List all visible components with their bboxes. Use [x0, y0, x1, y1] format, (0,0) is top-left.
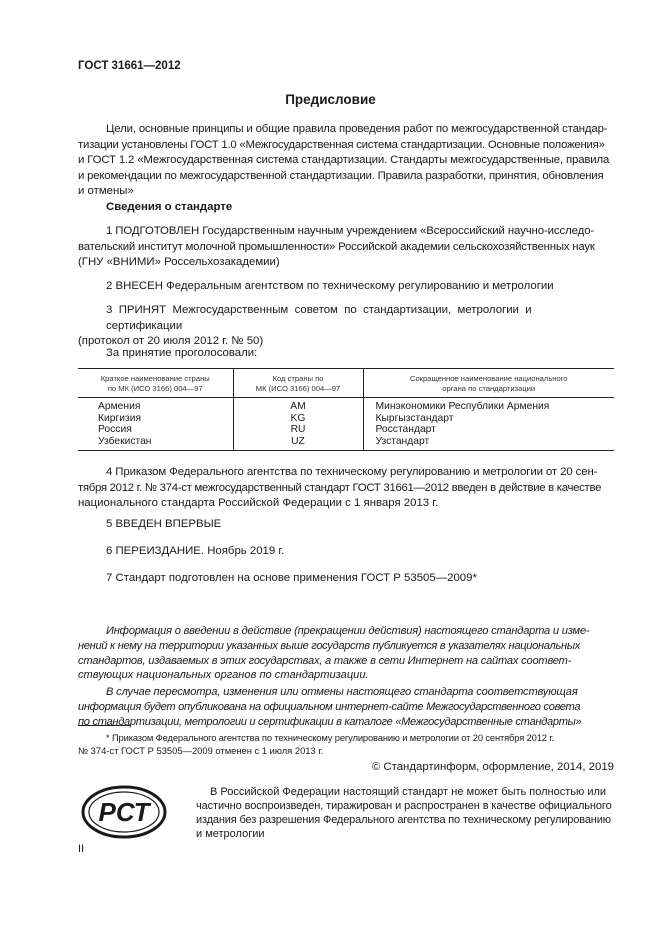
item-1-line: 1 ПОДГОТОВЛЕН Государственным научным учреждением «Всероссийский научно-исследо-	[106, 225, 595, 237]
country-cell: Россия	[98, 424, 132, 435]
code-cell: AM	[233, 398, 363, 413]
info-block	[78, 624, 614, 730]
info-line: ствующих национальных органов по стандартизации.	[78, 669, 369, 682]
column-header-code: Код страны по МК (ИСО 3166) 004—97	[233, 369, 363, 398]
table-header-row	[78, 369, 614, 398]
intro-paragraph	[78, 122, 614, 200]
intro-line: Цели, основные принципы и общие правила проведения работ по межгосударственной стандар-	[106, 123, 608, 135]
item-1-line: вательский институт молочной промышленности» Российской академии сельскохозяйственных наук	[78, 240, 595, 253]
table-row	[78, 424, 614, 436]
organ-cell: Росстандарт	[363, 424, 614, 436]
section-heading: Сведения о стандарте	[106, 201, 233, 213]
item-3	[78, 303, 614, 350]
page-title: Предисловие	[285, 92, 376, 107]
country-cell: Киргизия	[98, 412, 142, 424]
item-7: 7 Стандарт подготовлен на основе применения ГОСТ Р 53505—2009*	[106, 572, 477, 584]
footnote-line: * Приказом Федерального агентства по техническому регулированию и метрологии от 20 сентября 2012 г.	[106, 732, 554, 743]
code-cell: RU	[233, 424, 363, 436]
info-line: по стандартизации, метрологии и сертификации в каталоге «Межгосударственные стандарты»	[78, 715, 582, 728]
item-4-line: тября 2012 г. № 374-ст межгосударственный стандарт ГОСТ 31661—2012 введен в действие в качестве	[78, 481, 602, 494]
intro-line: тизации установлены ГОСТ 1.0 «Межгосударственная система стандартизации. Основные положения»	[78, 138, 605, 151]
voting-table	[78, 368, 614, 451]
info-line: нений к нему на территории указанных выше государств публикуется в указателях национальных	[78, 639, 580, 652]
item-1-line: (ГНУ «ВНИМИ» Россельхозакадемии)	[78, 256, 280, 268]
info-line: информация будет опубликована на официальном интернет-сайте Межгосударственного совета	[78, 700, 581, 713]
gost-r-certification-mark-icon	[80, 784, 168, 840]
gost-r-logo	[80, 784, 168, 840]
item-4-line: национального стандарта Российской Федерации с 1 января 2013 г.	[78, 497, 439, 509]
column-header-country: Краткое наименование страны по МК (ИСО 3166) 004—97	[78, 369, 233, 398]
item-3-line: 3 ПРИНЯТ Межгосударственным советом по стандартизации, метрологии и сертификации	[106, 304, 532, 332]
footnote	[78, 732, 614, 757]
table-row	[78, 398, 614, 413]
item-1	[78, 224, 614, 271]
rf-notice-line: В Российской Федерации настоящий стандарт не может быть полностью или	[210, 786, 607, 798]
footnote-divider	[78, 725, 130, 726]
item-4	[78, 465, 614, 512]
rf-notice-line: частично воспроизведен, тиражирован и распространен в качестве официального	[196, 800, 612, 812]
code-cell: KG	[233, 413, 363, 425]
code-cell: UZ	[233, 436, 363, 451]
logo-text: РСТ	[98, 797, 150, 827]
info-line: В случае пересмотра, изменения или отмены настоящего стандарта соответствующая	[106, 686, 578, 699]
intro-line: и отмены»	[78, 185, 134, 197]
footnote-line: № 374-ст ГОСТ Р 53505—2009 отменен с 1 июля 2013 г.	[78, 744, 324, 756]
rf-notice-line: издания без разрешения Федерального агентства по техническому регулированию	[196, 814, 611, 826]
country-cell: Узбекистан	[78, 436, 233, 451]
table-row	[78, 436, 614, 451]
rf-notice-line: и метрологии	[196, 828, 265, 840]
item-6: 6 ПЕРЕИЗДАНИЕ. Ноябрь 2019 г.	[106, 545, 285, 557]
standard-id: ГОСТ 31661—2012	[78, 60, 181, 72]
item-3-line: (протокол от 20 июля 2012 г. № 50)	[78, 335, 264, 347]
intro-line: и рекомендации по межгосударственной стандартизации. Правила разработки, принятия, обновления	[78, 169, 604, 182]
rf-notice	[196, 785, 616, 841]
organ-cell: Минэкономики Республики Армения	[363, 398, 614, 413]
item-4-line: 4 Приказом Федерального агентства по техническому регулированию и метрологии от 20 сен-	[106, 466, 598, 478]
column-header-organ: Сокращенное наименование национального органа по стандартизации	[363, 369, 614, 398]
table-row	[78, 413, 614, 425]
copyright: © Стандартинформ, оформление, 2014, 2019	[371, 761, 614, 773]
organ-cell: Узстандарт	[363, 436, 614, 451]
page-number: II	[78, 843, 85, 855]
item-2: 2 ВНЕСЕН Федеральным агентством по техническому регулированию и метрологии	[106, 280, 554, 292]
voted-label: За принятие проголосовали:	[106, 347, 258, 359]
intro-line: и ГОСТ 1.2 «Межгосударственная система стандартизации. Стандарты межгосударственные, правила	[78, 154, 610, 166]
item-5: 5 ВВЕДЕН ВПЕРВЫЕ	[106, 518, 222, 530]
info-line: Информация о введении в действие (прекращении действия) настоящего стандарта и изме-	[106, 625, 590, 637]
country-cell: Армения	[98, 401, 141, 412]
info-line: стандартов, издаваемых в этих государствах, а также в сети Интернет на сайтах соответ-	[78, 654, 572, 667]
organ-cell: Кыргызстандарт	[363, 413, 614, 425]
